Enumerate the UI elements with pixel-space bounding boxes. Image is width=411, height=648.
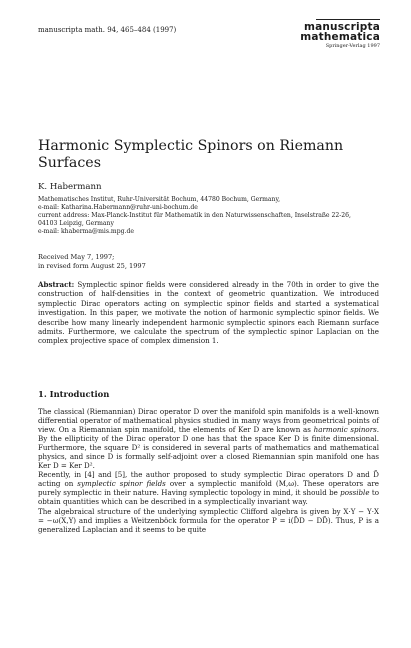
received-dates <box>38 253 146 270</box>
affiliation-line: 04103 Leipzig, Germany <box>38 219 114 227</box>
logo-rule <box>316 19 380 20</box>
abstract <box>38 280 379 346</box>
journal-logo <box>300 19 380 49</box>
paper-title-line-1: Harmonic Symplectic Spinors on Riemann <box>38 138 344 154</box>
journal-citation: manuscripta math. 94, 465–484 (1997) <box>38 26 177 34</box>
affiliation-line: current address: Max-Planck-Institut für Mathematik in den Naturwissenschaften, Inselstraße 22-26, <box>38 211 351 219</box>
affiliation-line: Mathematisches Institut, Ruhr-Universität Bochum, 44780 Bochum, Germany, <box>38 196 281 203</box>
paragraph: The classical (Riemannian) Dirac operator D over the manifold spin manifolds is a well-known differential operator of mathematical physics studied in many ways from geometrical points of view. On a Riemannian spin manifold, the elements of Ker D are known as harmonic spinors. By the ellipticity of the Dirac operator D one has that the space Ker D is finite dimensional. Furthermore, the square D² is considered in several parts of mathematics and mathematical physics, and since D is formally self-adjoint over a closed Riemannian spin manifold one has Ker D = Ker D². <box>38 407 379 471</box>
section-heading: 1. Introduction <box>38 389 110 399</box>
logo-line-2: mathematica <box>300 31 380 43</box>
logo-publisher: Springer-Verlag 1997 <box>325 43 380 49</box>
affiliation-email: e-mail: Katharina.Habermann@ruhr-uni-bochum.de <box>38 203 198 211</box>
abstract-text: Symplectic spinor fields were considered already in the 70th in order to give the construction of half-densities in the context of geometric quantization. We introduced symplectic Dirac operators acting on symplectic spinor fields and started a systematical investigation. In this paper, we motivate the notion of harmonic symplectic spinor fields. We describe how many linearly independent harmonic symplectic spinors each Riemann surface admits. Furthermore, we calculate the spectrum of the symplectic spinor Laplacian on the complex projective space of complex dimension 1. <box>38 280 379 346</box>
paper-title-line-2: Surfaces <box>38 155 101 171</box>
author-name: K. Habermann <box>38 182 102 192</box>
logo-line-1: manuscripta <box>303 21 380 33</box>
paper-title <box>38 138 368 172</box>
paragraph: The algebraical structure of the underlying symplectic Clifford algebra is given by X·Y − Y·X = −ω(X,Y) and implies a Weitzenböck formula for the operator P = i(D̃D − DD̃). Thus, P is a generalized Laplacian and it seems to be quite <box>38 506 379 534</box>
abstract-label: Abstract: <box>38 280 75 289</box>
received-date: Received May 7, 1997; <box>38 253 115 261</box>
paragraph: Recently, in [4] and [5], the author proposed to study symplectic Dirac operators D and D̃ acting on symplectic spinor fields over a symplectic manifold (M,ω). These operators are purely symplectic in their nature. Having symplectic topology in mind, it should be possible to obtain quantities which can be described in a symplectically invariant way. <box>38 470 379 507</box>
body-text <box>38 407 379 534</box>
affiliation-block <box>38 196 378 236</box>
revised-date: in revised form August 25, 1997 <box>38 261 146 270</box>
affiliation-email: e-mail: khaberma@mis.mpg.de <box>38 227 134 235</box>
